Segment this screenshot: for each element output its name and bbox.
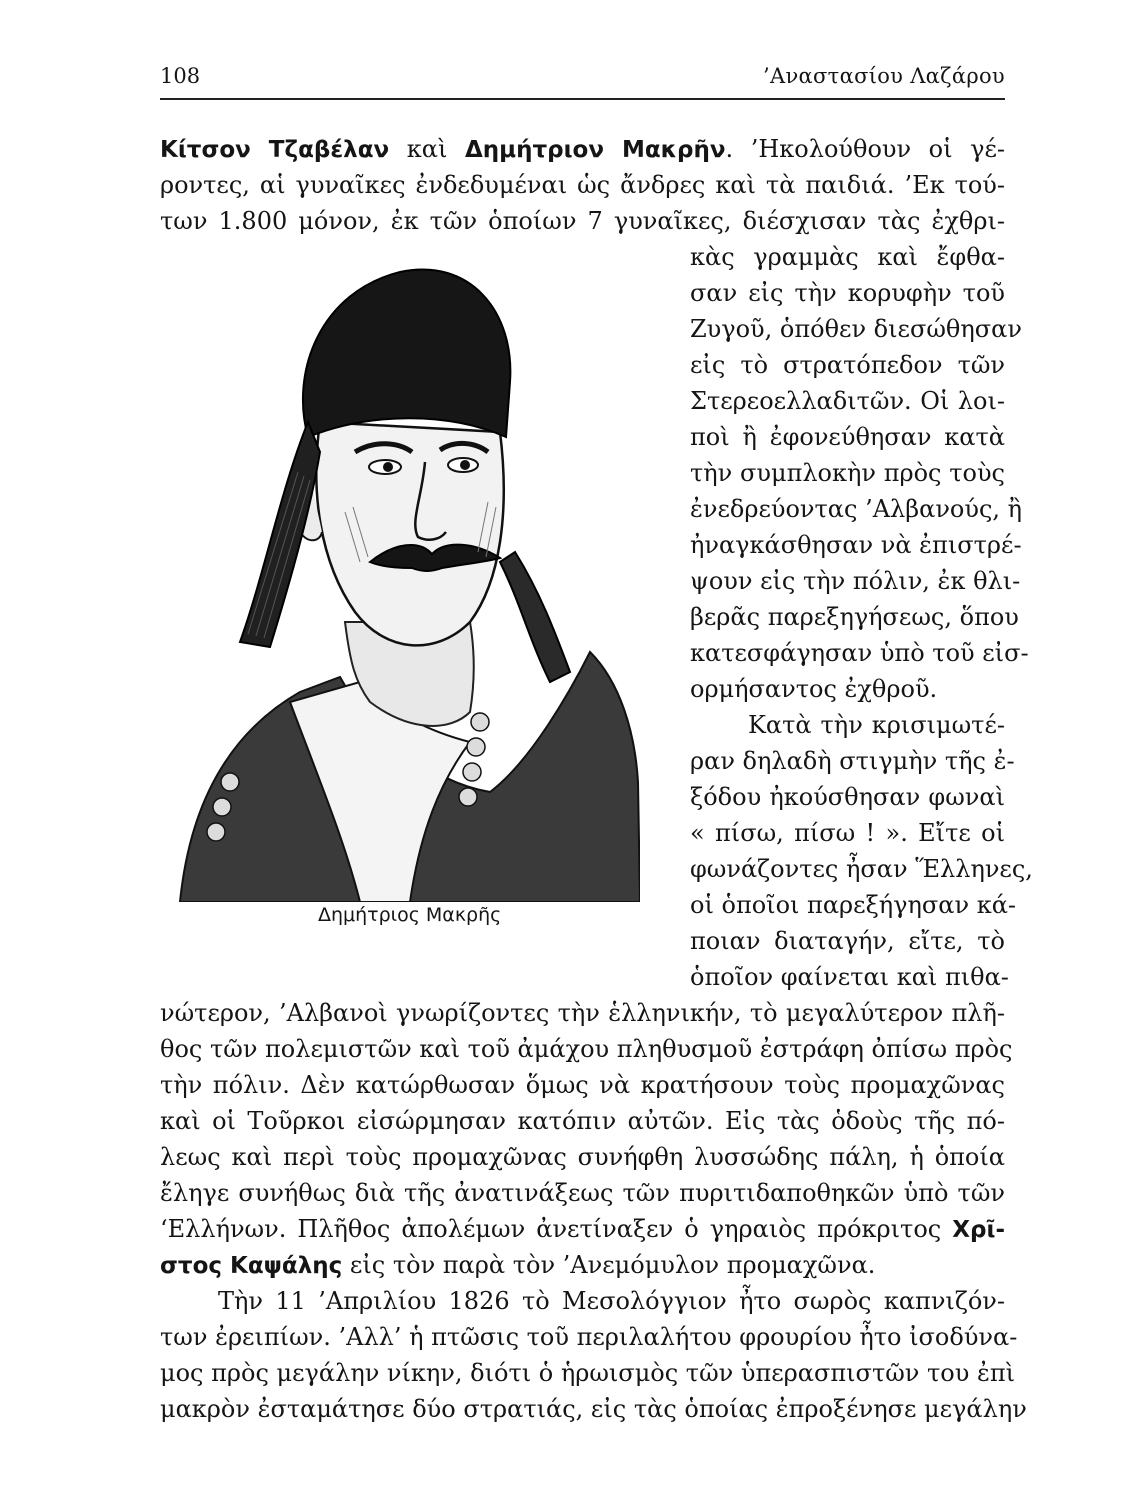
paragraph-1-line-3: των 1.800 μόνον, ἐκ τῶν ὁποίων 7 γυναῖκες, διέσχισαν τὰς ἐχθρι- — [160, 207, 1005, 235]
text-line: τὴν συμπλοκὴν πρὸς τοὺς — [690, 459, 1005, 487]
text-line: οἱ ὁποῖοι παρεξήγησαν κά- — [690, 891, 1017, 919]
text-line: « πίσω, πίσω ! ». Εἴτε οἱ — [690, 819, 1005, 847]
text-line: Τὴν 11 ’Απριλίου 1826 τὸ Μεσολόγγιον ἦτο σωρὸς καπνιζόν- — [218, 1287, 1005, 1315]
text-line: λεως καὶ περὶ τοὺς προμαχῶνας συνήφθη λυσσώδης πάλη, ἡ ὁποία — [160, 1143, 1005, 1171]
header-rule — [160, 98, 1005, 100]
text-line: σαν εἰς τὴν κορυφὴν τοῦ — [690, 279, 1005, 307]
text-line: καὶ οἱ Τοῦρκοι εἰσώρμησαν κατόπιν αὐτῶν. Εἰς τὰς ὁδοὺς τῆς πό- — [160, 1107, 1005, 1135]
text-line: τὴν πόλιν. Δὲν κατώρθωσαν ὅμως νὰ κρατήσουν τοὺς προμαχῶνας — [160, 1071, 1005, 1099]
text-line: ορμήσαντος ἐχθροῦ. — [690, 675, 938, 703]
bold-name: Χρῖ- — [952, 1217, 1005, 1243]
text-line: ραν δηλαδὴ στιγμὴν τῆς ἐ- — [690, 747, 1015, 775]
bold-name: Δημήτριον Μακρῆν — [464, 137, 726, 163]
text-span: εἰς τὸν παρὰ τὸν ’Ανεμόμυλον προμαχῶνα. — [342, 1251, 876, 1279]
text-line: ἔληγε συνήθως διὰ τῆς ἀνατινάξεως τῶν πυριτιδαποθηκῶν ὑπὸ τῶν — [160, 1179, 1005, 1207]
running-head: ’Αναστασίου Λαζάρου — [763, 64, 1005, 88]
text-line: εἰς τὸ στρατόπεδον τῶν — [690, 351, 1005, 379]
text-line: ὁποῖον φαίνεται καὶ πιθα- — [690, 963, 1009, 991]
text-line: Κατὰ τὴν κρισιμωτέ- — [748, 711, 1005, 739]
text-line: ἐνεδρεύοντας ’Αλβανούς, ἢ — [690, 495, 1023, 523]
text-line — [160, 1211, 1005, 1247]
text-line: Στερεοελλαδιτῶν. Οἱ λοι- — [690, 387, 1005, 415]
text-line: βερᾶς παρεξηγήσεως, ὅπου — [690, 603, 1019, 631]
text-line: μακρὸν ἐσταμάτησε δύο στρατιάς, εἰς τὰς ὁποίας ἐπροξένησε μεγάλην — [160, 1395, 1027, 1423]
paragraph-1-line-1 — [160, 131, 1005, 167]
page-number: 108 — [160, 64, 201, 88]
portrait-illustration — [170, 262, 640, 902]
text-line: ποιαν διαταγήν, εἴτε, τὸ — [690, 927, 1005, 955]
text-line: μος πρὸς μεγάλην νίκην, διότι ὁ ἡρωισμὸς τῶν ὑπερασπιστῶν του ἐπὶ — [160, 1359, 1016, 1387]
bold-name: στος Καψάλης — [160, 1253, 343, 1279]
text-line: των ἐρειπίων. ’Αλλ’ ἡ πτῶσις τοῦ περιλαλήτου φρουρίου ἦτο ἰσοδύνα- — [160, 1323, 1018, 1351]
portrait-drawing — [170, 262, 640, 902]
text-line: κατεσφάγησαν ὑπὸ τοῦ εἰσ- — [690, 639, 1029, 667]
figure-caption: Δημήτριος Μακρῆς — [318, 904, 502, 926]
text-line: νώτερον, ’Αλβανοὶ γνωρίζοντες τὴν ἑλληνικήν, τὸ μεγαλύτερον πλῆ- — [160, 999, 1005, 1027]
text-line: ψουν εἰς τὴν πόλιν, ἐκ θλι- — [690, 567, 1021, 595]
bold-name: Κίτσον Τζαβέλαν — [160, 137, 390, 163]
text-span: ‘Ελλήνων. Πλῆθος ἀπολέμων ἀνετίναξεν ὁ γηραιὸς πρόκριτος — [160, 1215, 953, 1243]
text-line: ξόδου ἠκούσθησαν φωναὶ — [690, 783, 1005, 811]
text-line: φωνάζοντες ἦσαν Ἕλληνες, — [690, 855, 1033, 883]
text-line — [160, 1247, 1005, 1283]
text-line: κὰς γραμμὰς καὶ ἔφθα- — [690, 243, 1005, 271]
paragraph-1-line-2: ροντες, αἱ γυναῖκες ἐνδεδυμέναι ὡς ἄνδρες καὶ τὰ παιδιά. ’Εκ τού- — [160, 171, 1005, 199]
text-line: θος τῶν πολεμιστῶν καὶ τοῦ ἀμάχου πληθυσμοῦ ἐστράφη ὀπίσω πρὸς — [160, 1035, 1013, 1063]
page-header — [160, 64, 1005, 96]
text-span: . ’Ηκολούθουν οἱ γέ- — [725, 135, 1006, 163]
text-line: ἠναγκάσθησαν νὰ ἐπιστρέ- — [690, 531, 1022, 559]
text-span: καὶ — [389, 135, 465, 163]
text-line: Ζυγοῦ, ὁπόθεν διεσώθησαν — [690, 315, 1022, 343]
text-line: ποὶ ἢ ἐφονεύθησαν κατὰ — [690, 423, 1005, 451]
